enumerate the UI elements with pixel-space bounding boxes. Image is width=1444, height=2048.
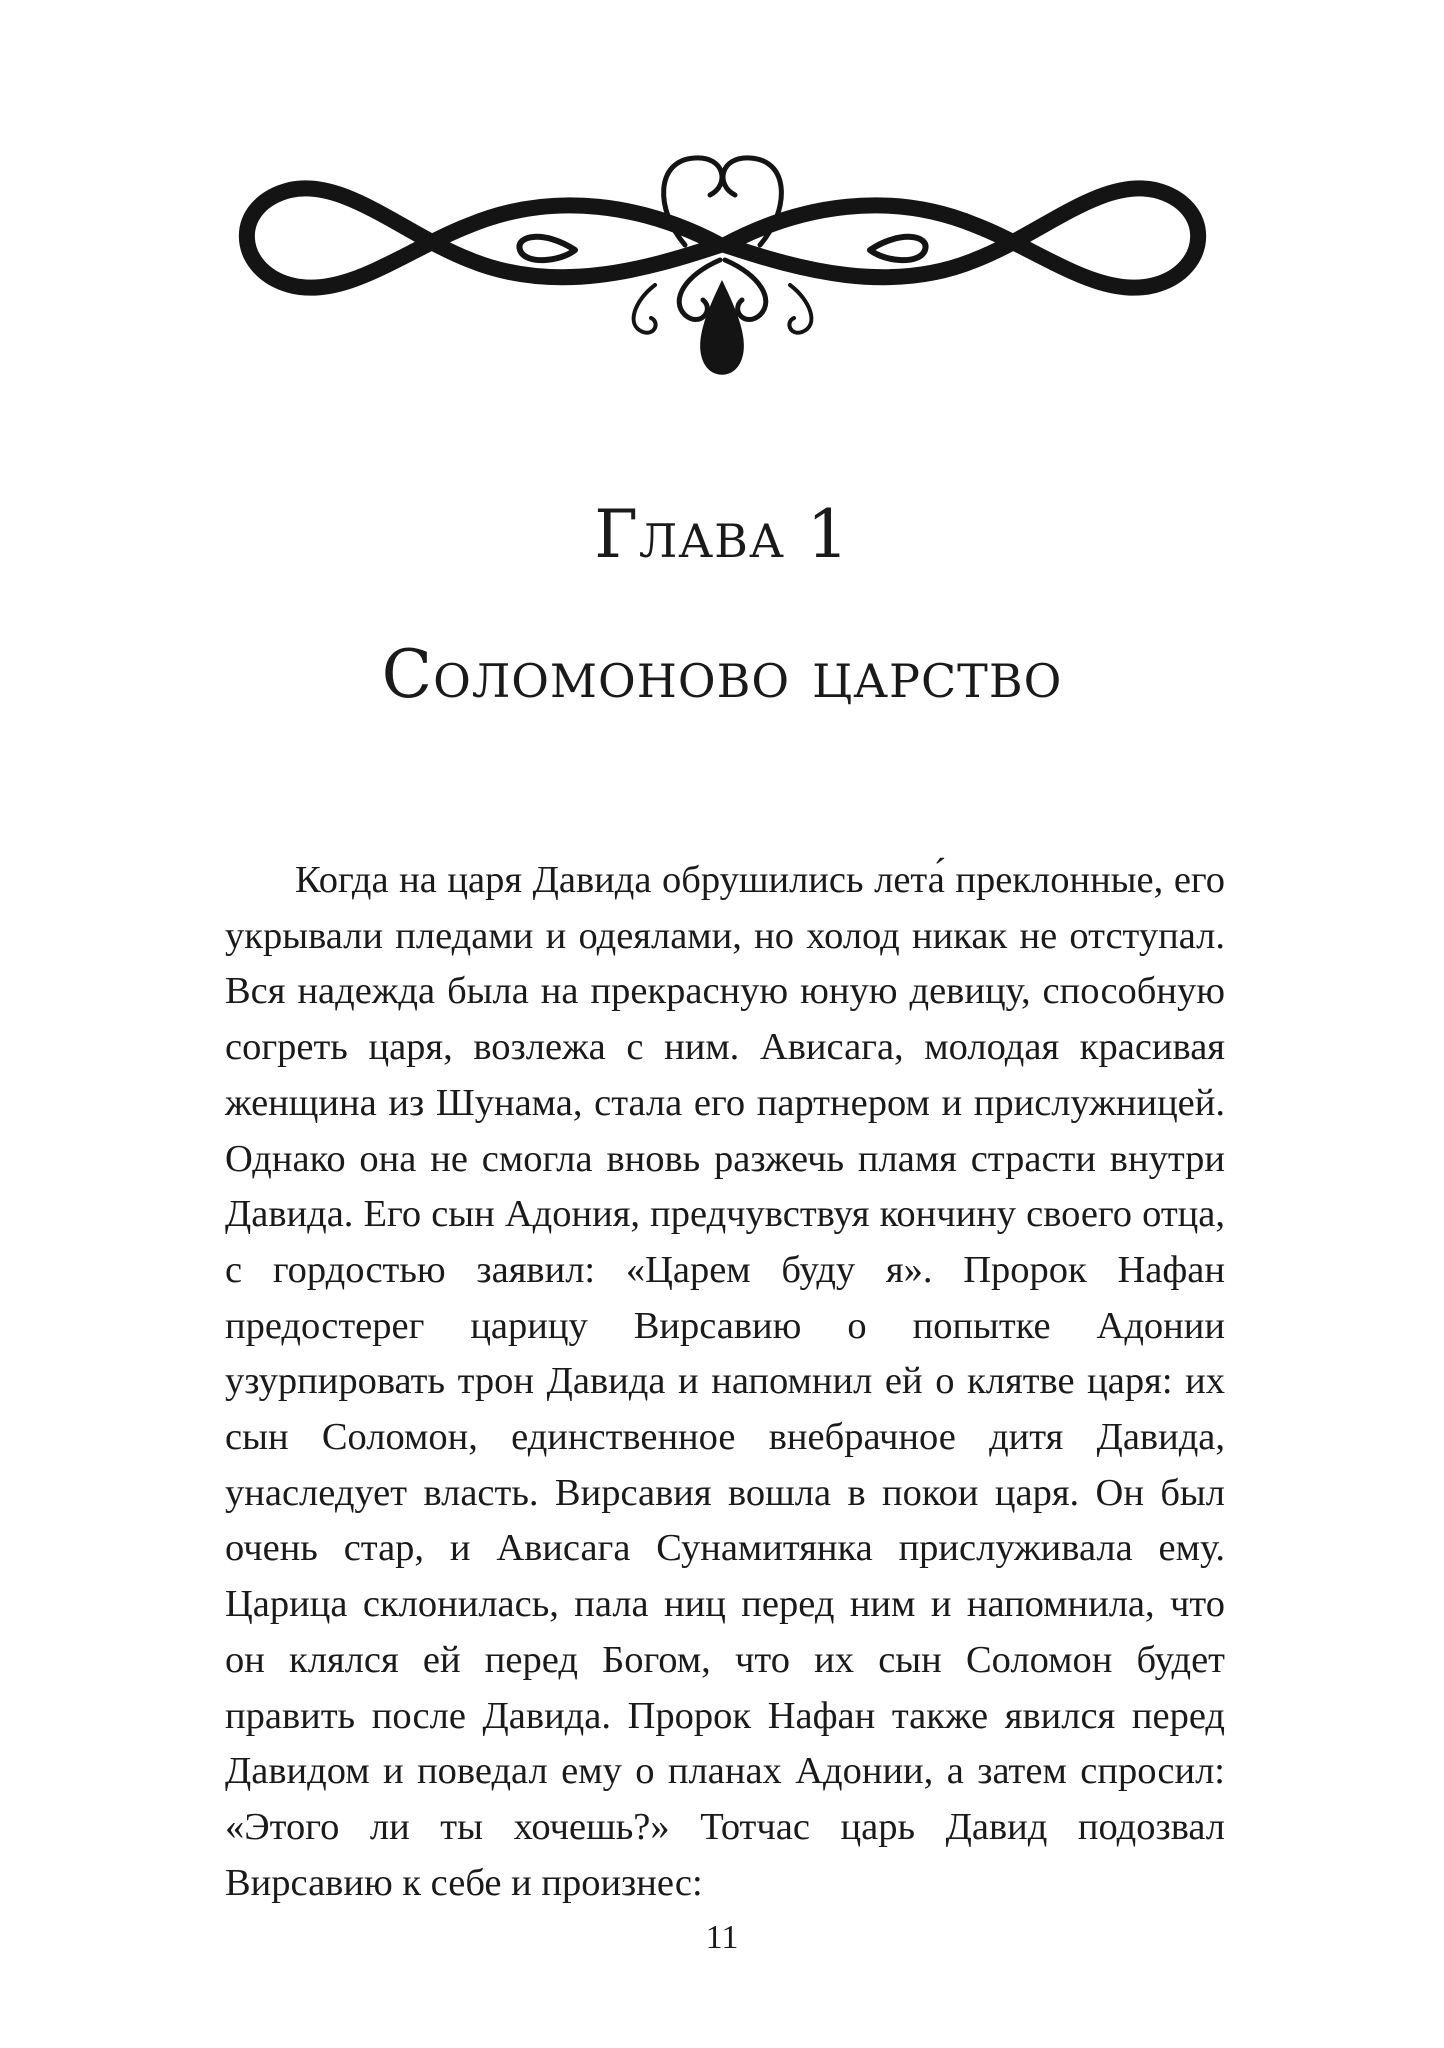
flourish-ornament-icon bbox=[215, 150, 1230, 380]
page-number: 11 bbox=[705, 1919, 739, 1956]
body-paragraph: Когда на царя Давида обрушились лета́ преклонные, его укрывали пледами и одеялами, но холод никак не отступал. Вся надежда была на прекрасную юную девицу, способную согреть царя, возлежа с ним. Ависага, молодая красивая женщина из Шунама, стала его партнером и прислужницей. Однако она не смогла вновь разжечь пламя страсти внутри Давида. Его сын Адония, предчувствуя кончину своего отца, с гордостью заявил: «Царем буду я». Пророк Нафан предостерег царицу Вирсавию о попытке Адонии узурпировать трон Давида и напомнил ей о клятве царя: их сын Соломон, единственное внебрачное дитя Давида, унаследует власть. Вирсавия вошла в покои царя. Он был очень стар, и Ависага Сунамитянка прислуживала ему. Царица склонилась, пала ниц перед ним и напомнила, что он клялся ей перед Богом, что их сын Соломон будет править после Давида. Пророк Нафан также явился перед Давидом и поведал ему о планах Адонии, а затем спросил: «Этого ли ты хочешь?» Тотчас царь Давид подозвал Вирсавию к себе и произнес: bbox=[225, 859, 1225, 1904]
chapter-title: Соломоново царство bbox=[381, 636, 1063, 713]
chapter-number: Глава 1 bbox=[594, 496, 850, 573]
